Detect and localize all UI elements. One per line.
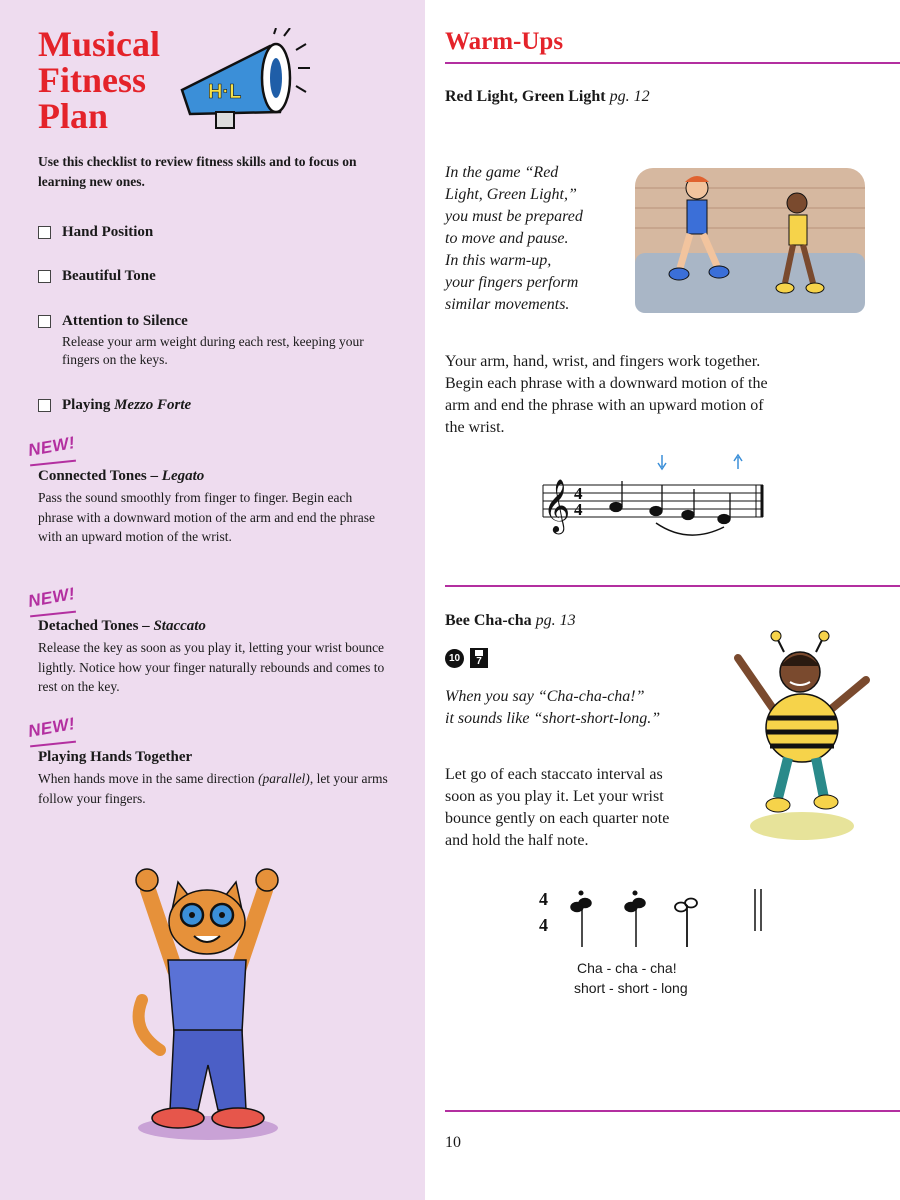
red-light-paragraph: Your arm, hand, wrist, and fingers work together. Begin each phrase with a downward motion of the arm and end the phrase with an upward motion of the wrist.	[445, 353, 768, 436]
svg-text:𝄞: 𝄞	[543, 478, 571, 532]
new-badge: NEW!	[26, 584, 77, 611]
checklist-label: Playing Mezzo Forte	[62, 397, 192, 413]
checklist-label: Beautiful Tone	[62, 268, 156, 284]
title-line-1: Musical	[38, 24, 160, 64]
intro-text: Use this checklist to review fitness skills and to focus on learning new ones.	[38, 154, 357, 189]
new-badge-underline	[30, 460, 76, 466]
checkbox[interactable]	[38, 226, 51, 239]
new-badge: NEW!	[26, 433, 77, 460]
divider	[445, 62, 900, 64]
svg-text:4: 4	[539, 889, 548, 909]
red-light-intro: In the game “Red Light, Green Light,” you must be prepared to move and pause. In this warm-up, your fingers perform similar movements.	[445, 164, 583, 313]
checkbox[interactable]	[38, 270, 51, 283]
checklist-item-mezzo-forte[interactable]	[38, 397, 191, 414]
bee-cha-cha-paragraph: Let go of each staccato interval as soon as you play it. Let your wrist bounce gently on each quarter note and hold the half note.	[445, 766, 670, 849]
lyrics-cha-cha: Cha - cha - cha!	[577, 960, 677, 976]
new-badge-underline	[30, 611, 76, 617]
lyrics-short-long: short - short - long	[574, 980, 688, 996]
checklist-item-hand-position[interactable]	[38, 224, 153, 241]
cat-illustration	[120, 860, 300, 1160]
title-line-3: Plan	[38, 96, 109, 136]
disk-icon[interactable]: 7	[470, 648, 488, 668]
fitness-plan-panel	[0, 0, 425, 1200]
section-body-staccato: Release the key as soon as you play it, letting your wrist bounce lightly. Notice how your finger naturally rebounds and comes to rest on the key.	[38, 640, 385, 694]
checklist-label: Attention to Silence	[62, 313, 188, 329]
page-number: 10	[445, 1134, 461, 1151]
checkbox[interactable]	[38, 315, 51, 328]
svg-text:4: 4	[574, 500, 583, 519]
warm-ups-title: Warm-Ups	[445, 28, 564, 55]
megaphone-icon	[172, 28, 312, 138]
checklist-description: Release your arm weight during each rest, keeping your fingers on the keys.	[62, 334, 364, 367]
bee-cha-cha-intro: When you say “Cha-cha-cha!” it sounds like “short-short-long.”	[445, 688, 661, 727]
section-body-legato: Pass the sound smoothly from finger to finger. Begin each phrase with a downward motion of the arm and end the phrase with an upward motion of the wrist.	[38, 490, 376, 544]
bee-girl-illustration	[728, 630, 876, 850]
new-badge-underline	[30, 741, 76, 747]
title-line-2: Fitness	[38, 60, 146, 100]
section-title-hands-together: Playing Hands Together	[38, 749, 193, 765]
staff-notation-red-light	[538, 445, 768, 540]
piece-title-bee-cha-cha: Bee Cha-cha pg. 13	[445, 612, 576, 629]
svg-text:H·L: H·L	[208, 81, 242, 103]
cd-track-icon[interactable]: 10	[445, 649, 464, 668]
divider	[445, 585, 900, 587]
piece-title-red-light: Red Light, Green Light pg. 12	[445, 88, 650, 105]
checklist-item-attention-to-silence[interactable]	[38, 313, 188, 330]
checkbox[interactable]	[38, 399, 51, 412]
red-light-green-light-illustration	[635, 168, 865, 313]
rhythm-notation-bee-cha-cha	[535, 885, 775, 955]
section-title-staccato: Detached Tones – Staccato	[38, 618, 206, 634]
checklist-label: Hand Position	[62, 224, 154, 240]
new-badge: NEW!	[26, 714, 77, 741]
section-title-legato: Connected Tones – Legato	[38, 468, 205, 484]
svg-text:4: 4	[539, 915, 548, 935]
checklist-item-beautiful-tone[interactable]	[38, 268, 156, 285]
svg-text:4: 4	[574, 484, 583, 503]
section-body-hands-together: When hands move in the same direction (parallel), let your arms follow your fingers.	[38, 771, 388, 806]
divider	[445, 1110, 900, 1112]
audio-track-icons	[445, 648, 488, 668]
